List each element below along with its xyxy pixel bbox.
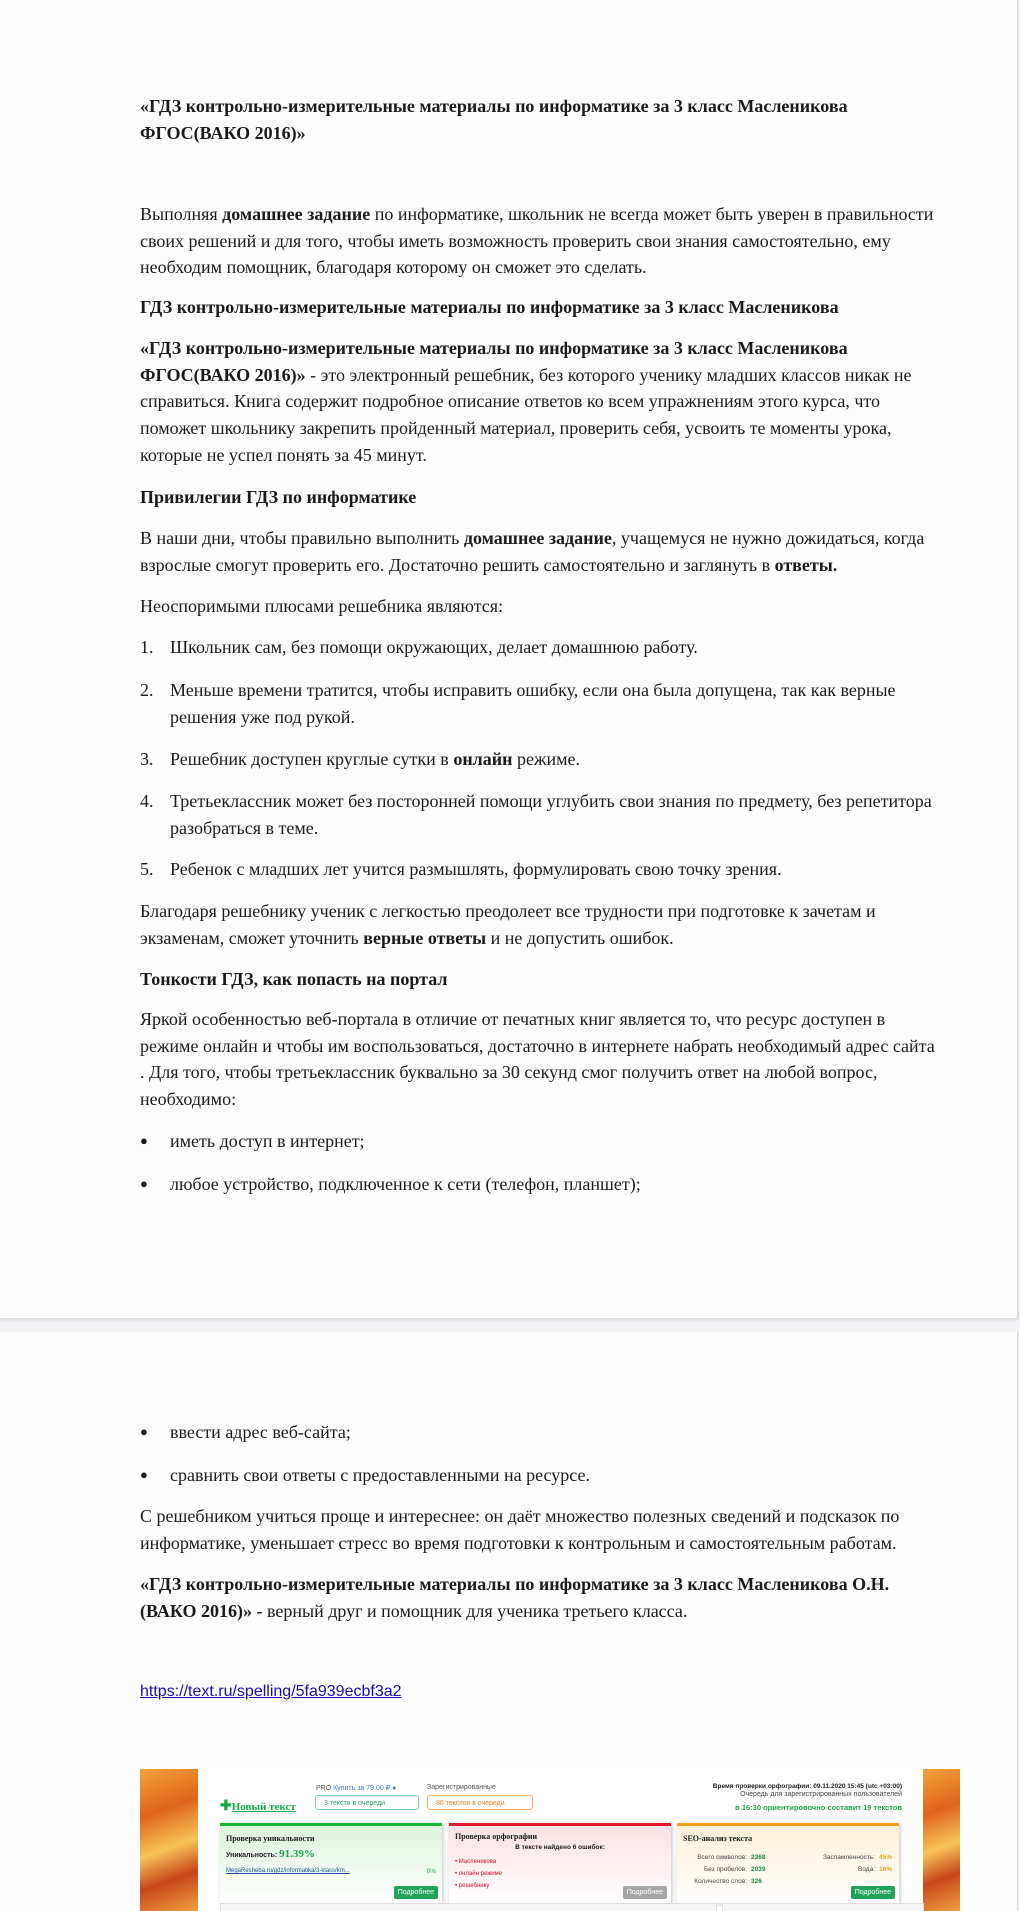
text-line (140, 1530, 899, 1557)
bold-text: «ГДЗ контрольно-измерительные материалы по информатике за 3 класс Масленикова (140, 338, 848, 358)
paragraph (140, 966, 448, 993)
text-run: Выполняя (140, 204, 223, 224)
text-run: Меньше времени тратится, чтобы исправить ошибку, если она была допущена, так как верные (170, 680, 896, 700)
text-panel (220, 1903, 717, 1911)
bold-text: ФГОС(ВАКО 2016)» (140, 364, 306, 385)
autumn-leaves-right-image (923, 1769, 960, 1911)
bold-text: домашнее задание (463, 528, 612, 548)
new-text-link[interactable]: ✚Новый текст (220, 1799, 296, 1814)
text-line (140, 1171, 641, 1198)
seo-right-values: 45% 16% (879, 1854, 893, 1873)
paragraph (140, 525, 924, 578)
registered-queue-badge: 86 текстов в очереди (427, 1795, 533, 1810)
text-run: и не допустить ошибок. (486, 927, 674, 948)
text-run: иметь доступ в интернет; (170, 1131, 365, 1151)
spelling-title: Проверка орфографии (455, 1832, 538, 1841)
list-item (140, 1128, 365, 1155)
error-item[interactable]: • Масленикова (455, 1859, 497, 1865)
embedded-screenshot-text-ru (140, 1769, 960, 1911)
uniqueness-card (220, 1823, 442, 1903)
list-item (140, 1462, 590, 1489)
seo-left-values: 2368 2039 326 (751, 1854, 766, 1885)
text-line (140, 788, 932, 815)
text-line (140, 815, 932, 842)
uniqueness-line: Уникальность: 91.39% (226, 1848, 315, 1860)
text-line (140, 228, 933, 255)
text-line (140, 294, 839, 321)
text-run: режиме онлайн и чтобы им воспользоваться, достаточно в интернете набрать необходимый адрес сайта (140, 1035, 935, 1056)
text-run: своих решений и для того, чтобы иметь возможность проверить свои знания самостоятельно, ему (140, 230, 891, 251)
text-line (140, 1462, 590, 1489)
text-run: разобраться в теме. (170, 817, 319, 838)
text-line (140, 746, 580, 773)
text-line (140, 966, 448, 993)
seo-title: SEO-анализ текста (683, 1834, 753, 1843)
error-list (455, 1856, 502, 1892)
list-number: 3. (140, 749, 154, 769)
list-number: 2. (140, 680, 154, 700)
list-item (140, 788, 932, 841)
registered-label: Зарегистрированные (427, 1784, 496, 1791)
text-run: - это электронный решебник, без которого ученику младших классов никак не (305, 364, 912, 385)
text-run: ввести адрес веб-сайта; (170, 1422, 351, 1442)
bold-text: Привилегии ГДЗ по информатике (140, 487, 417, 507)
text-line (140, 525, 924, 552)
bold-text: Тонкости ГДЗ, как попасть на портал (140, 969, 448, 989)
text-line (140, 552, 924, 579)
bold-text: домашнее задание (222, 204, 371, 224)
paragraph (140, 335, 911, 468)
plus-icon: ✚ (220, 1799, 232, 1814)
spelling-card (449, 1823, 671, 1903)
pro-queue-badge: 3 текста в очереди (315, 1795, 419, 1810)
text-run: Благодаря решебнику ученик с легкостью преодолеет все трудности при подготовке к зачетам и (140, 901, 876, 921)
text-run: экзаменам, сможет уточнить (140, 927, 364, 948)
seo-left-labels: Всего символов: Без пробелов: Количество слов: (694, 1854, 747, 1885)
paragraph (140, 294, 839, 321)
text-run: необходимо: (140, 1089, 237, 1110)
text-run: В наши дни, чтобы правильно выполнить (140, 528, 464, 548)
uniqueness-title: Проверка уникальности (226, 1834, 315, 1843)
queue-info: Очередь для зарегистрированных пользователей (740, 1791, 902, 1798)
text-line (140, 1503, 899, 1530)
list-item (140, 1419, 351, 1446)
error-item[interactable]: • решебнику (455, 1883, 490, 1889)
uniqueness-details-button[interactable]: Подробнее (394, 1886, 438, 1899)
paragraph (140, 201, 933, 281)
source-link[interactable]: MegaResheba.ru/gdz/informatika/3-klass/km... (226, 1868, 350, 1874)
text-line (140, 120, 848, 147)
text-line (140, 1033, 935, 1060)
text-run: сравнить свои ответы с предоставленными на ресурсе. (170, 1465, 590, 1485)
text-line (140, 898, 876, 925)
text-run: Ребенок с младших лет учится размышлять, формулировать свою точку зрения. (170, 859, 782, 879)
text-run: Третьеклассник может без посторонней помощи углубить свои знания по предмету, без репетитора (170, 791, 932, 811)
text-run: необходим помощник, благодаря которому он сможет это сделать. (140, 257, 647, 278)
text-line (140, 1128, 365, 1155)
text-line (140, 362, 911, 389)
text-line (140, 1059, 935, 1086)
text-line (140, 254, 933, 281)
text-line (140, 593, 503, 620)
text-line (140, 93, 848, 120)
source-percent: 0% (426, 1868, 436, 1875)
text-line (140, 1571, 889, 1598)
bold-text: ФГОС(ВАКО 2016)» (140, 122, 306, 143)
text-line (140, 1006, 935, 1033)
text-run: . Для того, чтобы третьеклассник буквально за 30 секунд смог получить ответ на любой вопрос, (140, 1062, 878, 1083)
bullet-icon: ● (140, 1467, 148, 1482)
text-run: Неоспоримыми плюсами решебника являются: (140, 596, 504, 616)
text-run: решения уже под рукой. (170, 706, 355, 727)
text-line (140, 856, 782, 883)
bold-text: «ГДЗ контрольно-измерительные материалы по информатике за 3 класс Масленикова О.Н. (140, 1574, 890, 1594)
list-number: 1. (140, 637, 154, 657)
paragraph (140, 593, 503, 620)
spell-check-time: Время проверки орфографии: 09.11.2020 15:45 (utc +03:00) (712, 1783, 902, 1790)
text-line (140, 484, 416, 511)
info-icon: ● (392, 1785, 397, 1792)
bold-text: онлайн (453, 749, 513, 769)
text-run: справиться. Книга содержит подробное описание ответов ко всем упражнениям этого курса, что (140, 391, 881, 412)
list-item (140, 856, 782, 883)
autumn-leaves-left-image (140, 1769, 198, 1911)
text-run: информатике, уменьшает стресс во время подготовки к контрольным и самостоятельным работам. (140, 1532, 897, 1553)
paragraph (140, 1006, 935, 1113)
list-item (140, 1171, 641, 1198)
error-item[interactable]: • онлайн режиме (455, 1871, 503, 1877)
list-item (140, 746, 580, 773)
text-line (140, 1598, 889, 1625)
bullet-icon: ● (140, 1424, 148, 1439)
text-run: режиме. (512, 749, 580, 769)
paragraph (140, 484, 416, 511)
side-panel (722, 1903, 924, 1911)
bold-text: (ВАКО 2016)» - (140, 1600, 263, 1621)
seo-details-button[interactable]: Подробнее (851, 1886, 895, 1899)
text-run: взрослые смогут проверить его. Достаточно решить самостоятельно и заглянуть в (140, 554, 775, 575)
pro-line: PRO Купить за 79.00 ₽ ● (316, 1785, 397, 1792)
paragraph (140, 1503, 899, 1556)
text-line (140, 201, 933, 228)
seo-right-labels: Заспамленность: Вода: (822, 1854, 875, 1873)
text-line (140, 388, 911, 415)
text-line (140, 1419, 351, 1446)
text-run: Яркой особенностью веб-портала в отличие от печатных книг является то, что ресурс доступен в (140, 1009, 886, 1029)
seo-card (677, 1823, 899, 1903)
spelling-details-button[interactable]: Подробнее (623, 1886, 667, 1899)
bold-text: ГДЗ контрольно-измерительные материалы по информатике за 3 класс Масленикова (140, 297, 839, 317)
text-line (140, 677, 896, 704)
text-run: по информатике, школьник не всегда может быть уверен в правильности (370, 204, 934, 224)
paragraph (140, 93, 848, 146)
text-line (140, 704, 896, 731)
text-run: , учащемуся не нужно дожидаться, когда (611, 528, 925, 548)
list-item (140, 634, 698, 661)
text-run: Решебник доступен круглые сутки в (170, 749, 454, 769)
bold-text: верные ответы (363, 927, 487, 948)
text-line (140, 1086, 935, 1113)
bullet-icon: ● (140, 1176, 148, 1191)
text-ru-link[interactable]: https://text.ru/spelling/5fa939ecbf3a2 (140, 1683, 402, 1700)
list-number: 5. (140, 859, 154, 879)
text-line (140, 634, 698, 661)
text-run: С решебником учиться проще и интереснее: он даёт множество полезных сведений и подсказок по (140, 1506, 900, 1526)
text-run: Школьник сам, без помощи окружающих, делает домашнюю работу. (170, 637, 698, 657)
paragraph (140, 1571, 889, 1624)
text-line (140, 925, 876, 952)
paragraph (140, 898, 876, 951)
buy-pro-link[interactable]: Купить за 79.00 ₽ (333, 1785, 391, 1792)
bullet-icon: ● (140, 1133, 148, 1148)
list-item (140, 677, 896, 730)
text-run: верный друг и помощник для ученика третьего класса. (262, 1600, 688, 1621)
queue-eta: в 16:30 ориентировочно составит 19 текстов (735, 1803, 902, 1812)
text-run: которые не успел понять за 45 минут. (140, 444, 427, 465)
text-line (140, 442, 911, 469)
errors-found: В тексте найдено 6 ошибок: (515, 1844, 605, 1851)
bold-text: ответы. (774, 554, 838, 575)
text-run: поможет школьнику закрепить пройденный материал, проверить себя, усвоить те моменты урока, (140, 418, 892, 439)
list-number: 4. (140, 791, 154, 811)
text-run: любое устройство, подключенное к сети (телефон, планшет); (170, 1174, 641, 1194)
text-line (140, 415, 911, 442)
bold-text: «ГДЗ контрольно-измерительные материалы по информатике за 3 класс Масленикова (140, 96, 848, 116)
text-line (140, 335, 911, 362)
